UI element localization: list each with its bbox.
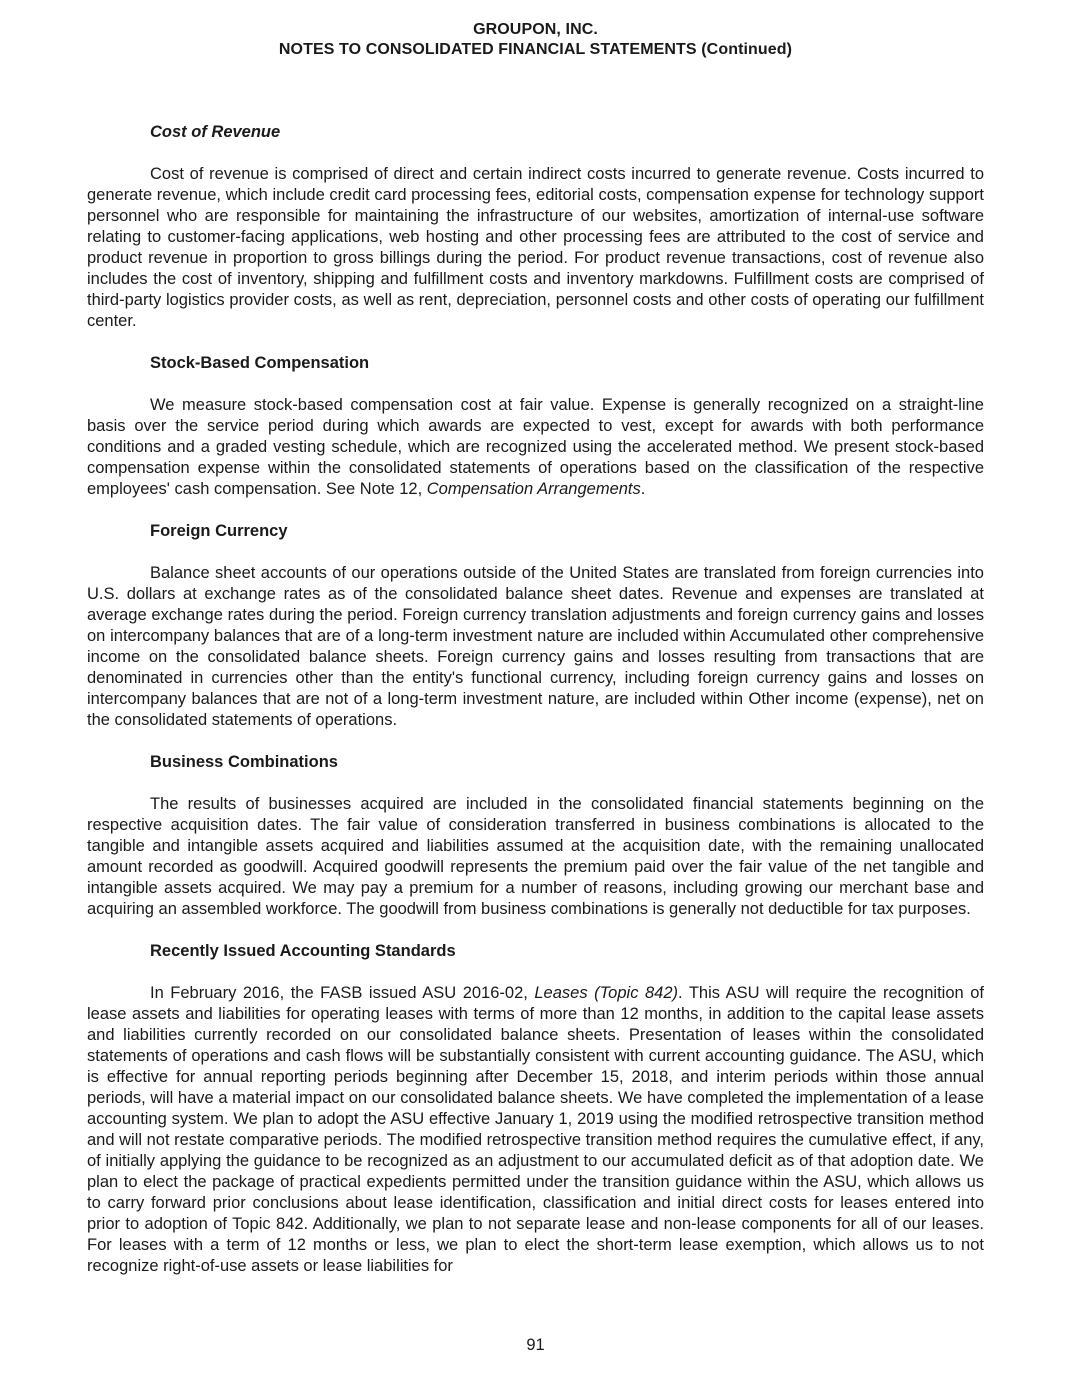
company-name: GROUPON, INC. xyxy=(473,21,598,38)
heading-recent-standards: Recently Issued Accounting Standards xyxy=(150,942,456,960)
page-title: NOTES TO CONSOLIDATED FINANCIAL STATEMENTS (Continued) xyxy=(278,41,793,58)
paragraph-text: In February 2016, the FASB issued ASU 2016-02, xyxy=(150,984,535,1002)
paragraph-text: We measure stock-based compensation cost at fair value. Expense is generally recognized on a straight-line basis over the service period during which awards are expected to vest, except for awards with both performance conditions and a graded vesting schedule, which are recognized using the accelerated method. We present stock-based compensation expense within the consolidated statements of operations based on the classification of the respective employees' cash compensation. See Note 12, xyxy=(87,396,984,498)
paragraph-stock-based-compensation xyxy=(87,395,984,500)
heading-business-combinations: Business Combinations xyxy=(150,753,338,771)
heading-stock-based-compensation: Stock-Based Compensation xyxy=(150,354,370,372)
paragraph-recent-standards xyxy=(87,983,984,1277)
paragraph-text-end: . xyxy=(640,480,646,498)
page-number: 91 xyxy=(526,1336,545,1354)
heading-cost-of-revenue: Cost of Revenue xyxy=(150,123,281,141)
document-body xyxy=(87,122,984,1277)
standard-reference: Leases (Topic 842) xyxy=(534,984,679,1002)
paragraph-foreign-currency: Balance sheet accounts of our operations outside of the United States are translated from foreign currencies into U.S. dollars at exchange rates as of the consolidated balance sheet dates. Revenue and expenses are translated at average exchange rates during the period. Foreign currency translation adjustments and foreign currency gains and losses on intercompany balances that are of a long-term investment nature are included within Accumulated other comprehensive income on the consolidated balance sheets. Foreign currency gains and losses resulting from transactions that are denominated in currencies other than the entity's functional currency, including foreign currency gains and losses on intercompany balances that are not of a long-term investment nature, are included within Other income (expense), net on the consolidated statements of operations. xyxy=(87,564,984,729)
heading-foreign-currency: Foreign Currency xyxy=(150,522,288,540)
note-reference: Compensation Arrangements xyxy=(426,480,641,498)
paragraph-text-end: . This ASU will require the recognition of lease assets and liabilities for operating leases with terms of more than 12 months, in addition to the capital lease assets and liabilities currently recorded on our consolidated balance sheets. Presentation of leases within the consolidated statements of operations and cash flows will be substantially consistent with current accounting guidance. The ASU, which is effective for annual reporting periods beginning after December 15, 2018, and interim periods within those annual periods, will have a material impact on our consolidated balance sheets. We have completed the implementation of a lease accounting system. We plan to adopt the ASU effective January 1, 2019 using the modified retrospective transition method and will not restate comparative periods. The modified retrospective transition method requires the cumulative effect, if any, of initially applying the guidance to be recognized as an adjustment to our accumulated deficit as of that adoption date. We plan to elect the package of practical expedients permitted under the transition guidance within the ASU, which allows us to carry forward prior conclusions about lease identification, classification and initial direct costs for leases entered into prior to adoption of Topic 842. Additionally, we plan to not separate lease and non-lease components for all of our leases. For leases with a term of 12 months or less, we plan to elect the short-term lease exemption, which allows us to not recognize right-of-use assets or lease liabilities for xyxy=(87,984,984,1275)
paragraph-cost-of-revenue: Cost of revenue is comprised of direct and certain indirect costs incurred to generate revenue. Costs incurred to generate revenue, which include credit card processing fees, editorial costs, compensation expense for technology support personnel who are responsible for maintaining the infrastructure of our websites, amortization of internal-use software relating to customer-facing applications, web hosting and other processing fees are attributed to the cost of service and product revenue in proportion to gross billings during the period. For product revenue transactions, cost of revenue also includes the cost of inventory, shipping and fulfillment costs and inventory markdowns. Fulfillment costs are comprised of third-party logistics provider costs, as well as rent, depreciation, personnel costs and other costs of operating our fulfillment center. xyxy=(87,165,984,330)
paragraph-business-combinations: The results of businesses acquired are included in the consolidated financial statements beginning on the respective acquisition dates. The fair value of consideration transferred in business combinations is allocated to the tangible and intangible assets acquired and liabilities assumed at the acquisition date, with the remaining unallocated amount recorded as goodwill. Acquired goodwill represents the premium paid over the fair value of the net tangible and intangible assets acquired. We may pay a premium for a number of reasons, including growing our merchant base and acquiring an assembled workforce. The goodwill from business combinations is generally not deductible for tax purposes. xyxy=(87,795,984,918)
